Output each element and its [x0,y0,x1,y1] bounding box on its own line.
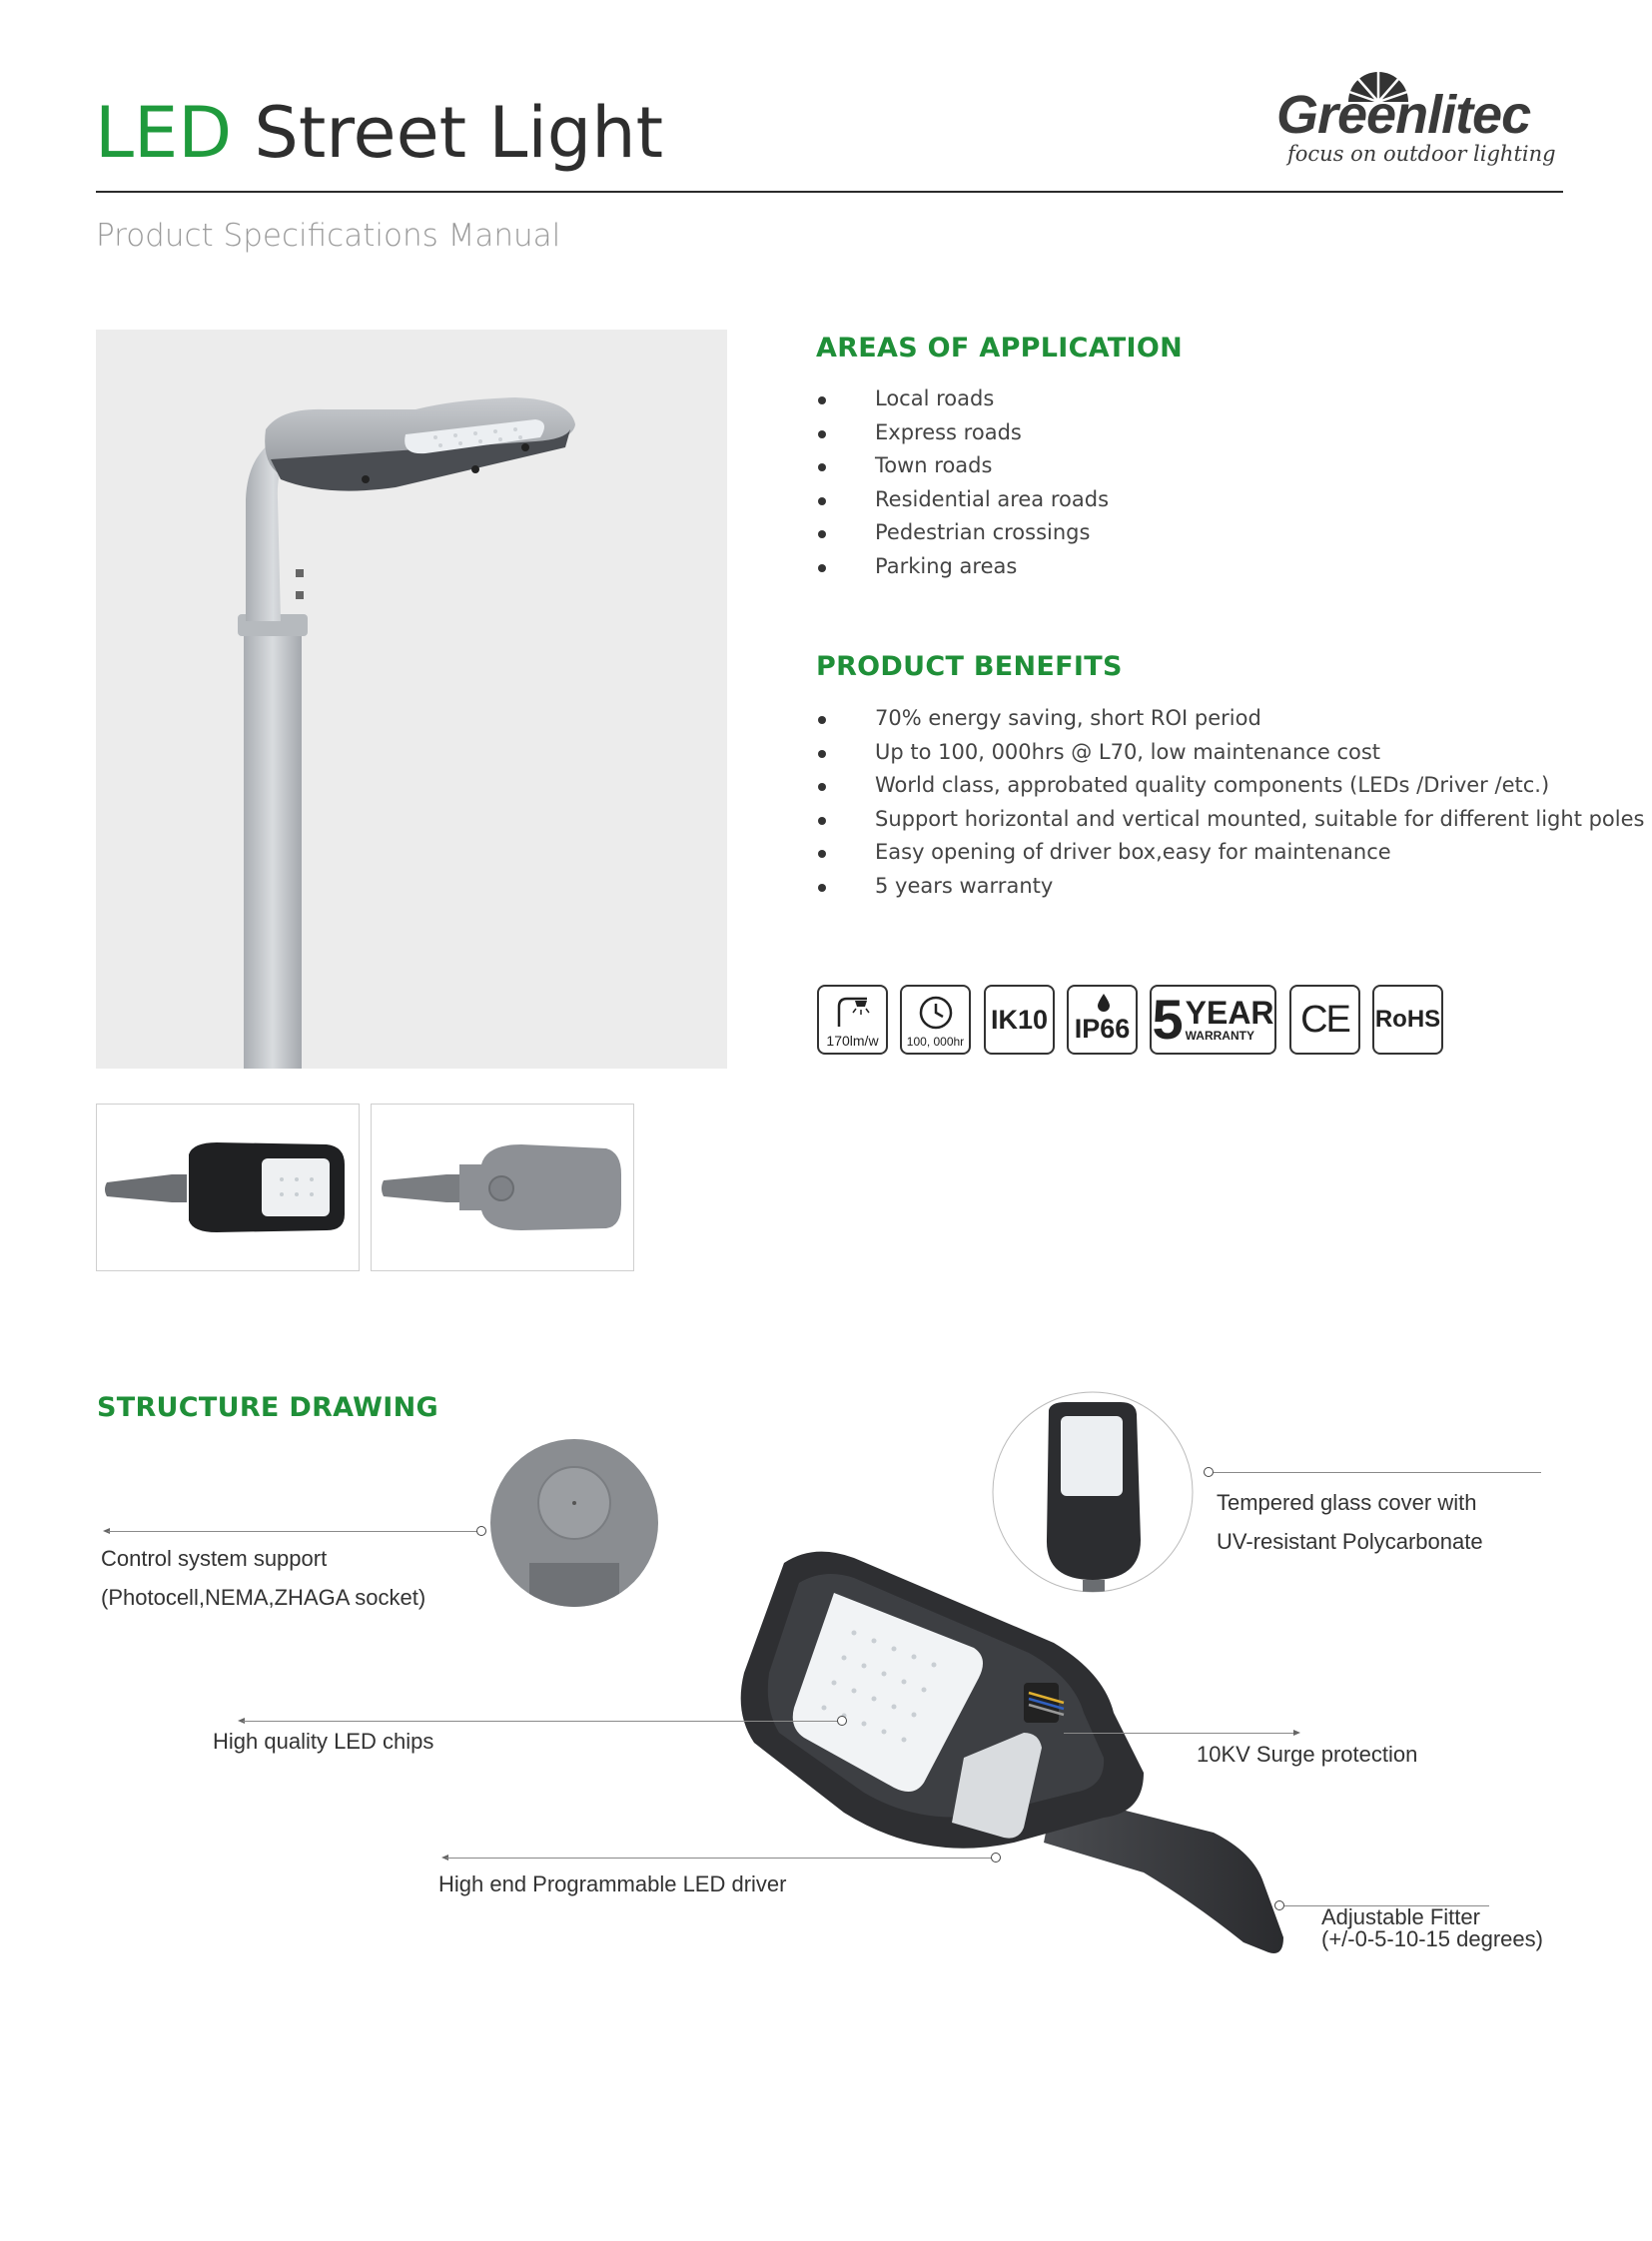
list-item: Up to 100, 000hrs @ L70, low maintenance cost [815,736,1644,770]
list-item: Pedestrian crossings [815,516,1109,550]
list-item: Local roads [815,382,1109,416]
callout-dot [1204,1467,1214,1477]
structure-heading: STRUCTURE DRAWING [97,1392,438,1423]
brand-logo: Greenlitec [1276,85,1531,145]
callout-line [1214,1472,1541,1473]
glass-label-2: UV-resistant Polycarbonate [1217,1529,1483,1554]
callout-line [1064,1733,1293,1734]
ip-value: IP66 [1074,1013,1131,1044]
callout-dot [991,1853,1001,1863]
warranty-word: YEAR [1185,995,1274,1031]
street-light-illustration [96,330,727,1069]
callout-line [243,1721,840,1722]
lifetime-value: 100, 000hr [906,1035,965,1049]
page-subtitle: Product Specifications Manual [96,218,561,254]
thumbnail-bottom-view[interactable] [96,1104,360,1271]
callout-dot [837,1716,847,1726]
brand-tagline: focus on outdoor lighting [1287,142,1556,166]
warranty-badge [1150,985,1276,1055]
benefits-list [815,702,1644,904]
rohs-badge: RoHS [1372,985,1443,1055]
ik-badge: IK10 [984,985,1055,1055]
list-item: World class, approbated quality components (LEDs /Driver /etc.) [815,769,1644,803]
fitter-label-1: Adjustable Fitter [1321,1904,1480,1929]
warranty-number: 5 [1152,988,1184,1051]
list-item: Easy opening of driver box,easy for maintenance [815,836,1644,870]
driver-label: High end Programmable LED driver [438,1871,787,1896]
surge-label: 10KV Surge protection [1197,1742,1418,1767]
fitter-label-2: (+/-0-5-10-15 degrees) [1321,1926,1543,1951]
luminaire-top-image [372,1105,633,1270]
benefits-heading: PRODUCT BENEFITS [816,651,1123,682]
clock-icon [917,994,955,1032]
list-item: 5 years warranty [815,870,1644,904]
areas-heading: AREAS OF APPLICATION [816,333,1184,364]
page-title [95,88,663,178]
title-rest: Street Light [254,92,664,174]
water-drop-icon [1096,993,1112,1013]
callout-dot [1274,1900,1284,1910]
list-item: Residential area roads [815,483,1109,517]
warranty-sub: WARRANTY [1185,1029,1254,1043]
luminaire-bottom-image [97,1105,359,1270]
title-accent: LED [95,92,233,174]
thumbnail-top-view[interactable] [371,1104,634,1271]
list-item: Parking areas [815,550,1109,584]
socket-detail-image [489,1438,659,1612]
areas-list [815,382,1109,584]
list-item: Town roads [815,449,1109,483]
control-label-1: Control system support [101,1546,328,1571]
ip-badge [1067,985,1138,1055]
control-label-2: (Photocell,NEMA,ZHAGA socket) [101,1585,426,1610]
callout-line [108,1531,477,1532]
product-photo [96,330,727,1069]
callout-dot [476,1526,486,1536]
ce-badge: CE [1289,985,1360,1055]
efficacy-badge [817,985,888,1055]
list-item: 70% energy saving, short ROI period [815,702,1644,736]
chips-label: High quality LED chips [213,1729,434,1754]
header-divider [96,191,1563,193]
glass-label-1: Tempered glass cover with [1217,1490,1477,1515]
efficacy-value: 170lm/w [826,1033,879,1049]
list-item: Express roads [815,416,1109,450]
list-item: Support horizontal and vertical mounted, suitable for different light poles [815,803,1644,837]
lifetime-badge [900,985,971,1055]
lamp-icon [833,993,873,1033]
callout-line [446,1858,994,1859]
